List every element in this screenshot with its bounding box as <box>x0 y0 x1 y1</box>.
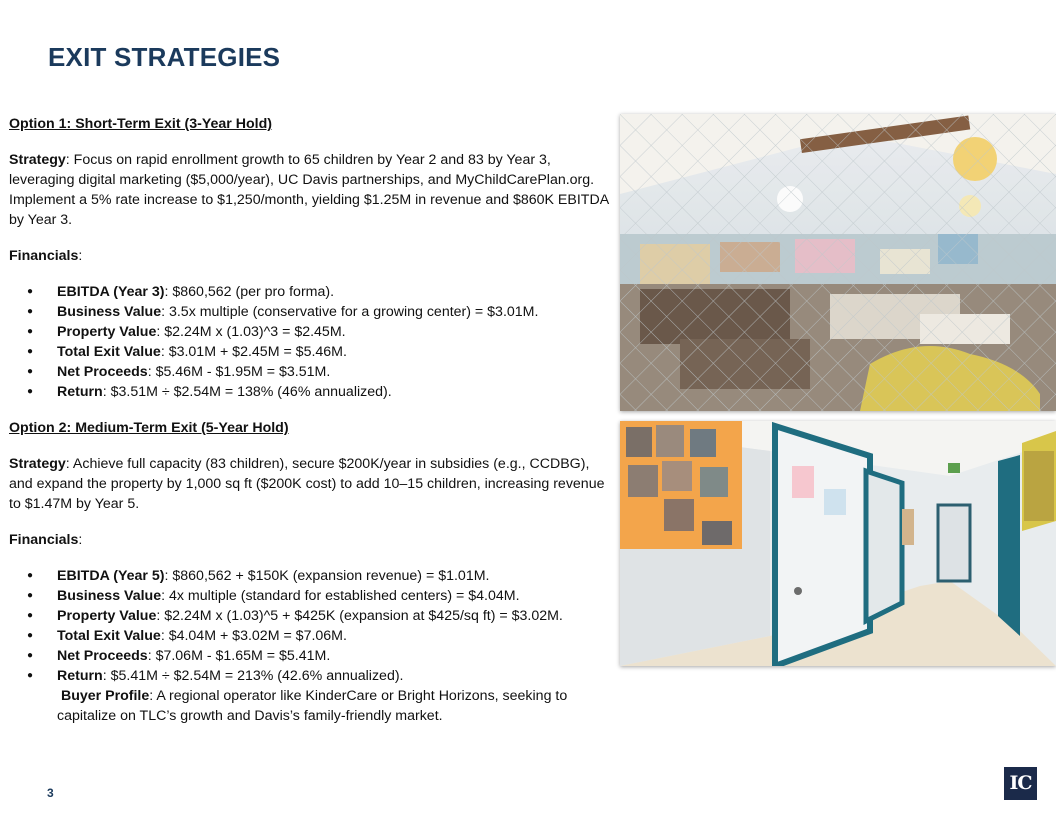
option2-heading: Option 2: Medium-Term Exit (5-Year Hold) <box>9 420 289 436</box>
bullet-label: Business Value <box>57 588 162 604</box>
bullet-label: EBITDA (Year 5) <box>57 568 165 584</box>
bullet-label: EBITDA (Year 3) <box>57 284 165 300</box>
buyer-profile-text: : A regional operator like KinderCare or Bright Horizons, seeking to capitalize on TLC’s growth and Davis’s family-friendly market. <box>57 688 568 724</box>
bullet-item <box>9 646 615 666</box>
option2-bullet-list <box>9 566 615 686</box>
option1-strategy-text: : Focus on rapid enrollment growth to 65 children by Year 2 and 83 by Year 3, leveraging digital marketing ($5,000/year), UC Davis partnerships, and MyChildCarePlan.org. Implement a 5% rate increase to $1,250/month, yielding $1.25M in revenue and $860K EBITDA by Year 3. <box>9 152 609 228</box>
bullet-item <box>9 322 615 342</box>
bullet-text: : $2.24M x (1.03)^5 + $425K (expansion at $425/sq ft) = $3.02M. <box>156 608 563 624</box>
bullet-label: Net Proceeds <box>57 364 148 380</box>
bullet-item <box>9 342 615 362</box>
bullet-label: Total Exit Value <box>57 344 161 360</box>
bullet-text: : $4.04M + $3.02M = $7.06M. <box>160 628 347 644</box>
bullet-item <box>9 302 615 322</box>
bullet-label: Total Exit Value <box>57 628 161 644</box>
exit-strategies-body <box>9 114 615 726</box>
bullet-text: : $5.46M - $1.95M = $3.51M. <box>147 364 331 380</box>
page-number: 3 <box>47 786 54 800</box>
ic-logo: IC <box>1004 767 1037 800</box>
bullet-text: : $860,562 + $150K (expansion revenue) = $1.01M. <box>164 568 490 584</box>
bullet-text: : $2.24M x (1.03)^3 = $2.45M. <box>156 324 346 340</box>
option1-financials-label: Financials <box>9 248 79 264</box>
bullet-label: Property Value <box>57 324 157 340</box>
bullet-item <box>9 362 615 382</box>
bullet-item <box>9 606 615 626</box>
option1-financials <box>9 246 615 266</box>
option1-heading: Option 1: Short-Term Exit (3-Year Hold) <box>9 116 273 132</box>
bullet-label: Net Proceeds <box>57 648 148 664</box>
bullet-text: : 4x multiple (standard for established centers) = $4.04M. <box>161 588 520 604</box>
bullet-item <box>9 566 615 586</box>
classroom-photo <box>620 114 1056 411</box>
option1-strategy <box>9 150 615 230</box>
bullet-item <box>9 586 615 606</box>
bullet-text: : $3.51M ÷ $2.54M = 138% (46% annualized). <box>102 384 392 400</box>
bullet-item <box>9 282 615 302</box>
option2-financials-colon: : <box>78 532 83 548</box>
option2-financials-label: Financials <box>9 532 79 548</box>
bullet-text: : $860,562 (per pro forma). <box>164 284 335 300</box>
bullet-item <box>9 382 615 402</box>
bullet-text: : 3.5x multiple (conservative for a growing center) = $3.01M. <box>161 304 539 320</box>
option1-financials-colon: : <box>78 248 83 264</box>
bullet-label: Property Value <box>57 608 157 624</box>
buyer-profile-label: Buyer Profile <box>60 688 150 704</box>
option2-strategy-label: Strategy <box>9 456 66 472</box>
option1-bullet-list <box>9 282 615 402</box>
bullet-text: : $3.01M + $2.45M = $5.46M. <box>160 344 347 360</box>
hallway-photo <box>620 421 1056 666</box>
bullet-label: Business Value <box>57 304 162 320</box>
option2-strategy-text: : Achieve full capacity (83 children), secure $200K/year in subsidies (e.g., CCDBG), and expand the property by 1,000 sq ft ($200K cost) to add 10–15 children, increasing revenue to $1.47M by Year 5. <box>9 456 605 512</box>
bullet-item <box>9 666 615 686</box>
bullet-text: : $5.41M ÷ $2.54M = 213% (42.6% annualized). <box>102 668 404 684</box>
page-title: EXIT STRATEGIES <box>48 42 281 72</box>
option1-strategy-label: Strategy <box>9 152 66 168</box>
option2-strategy <box>9 454 615 514</box>
bullet-label: Return <box>57 384 103 400</box>
hallway-image <box>620 421 1056 666</box>
bullet-text: : $7.06M - $1.65M = $5.41M. <box>147 648 331 664</box>
bullet-label: Return <box>57 668 103 684</box>
option2-financials <box>9 530 615 550</box>
classroom-image <box>620 114 1056 411</box>
buyer-profile <box>9 686 615 726</box>
bullet-item <box>9 626 615 646</box>
